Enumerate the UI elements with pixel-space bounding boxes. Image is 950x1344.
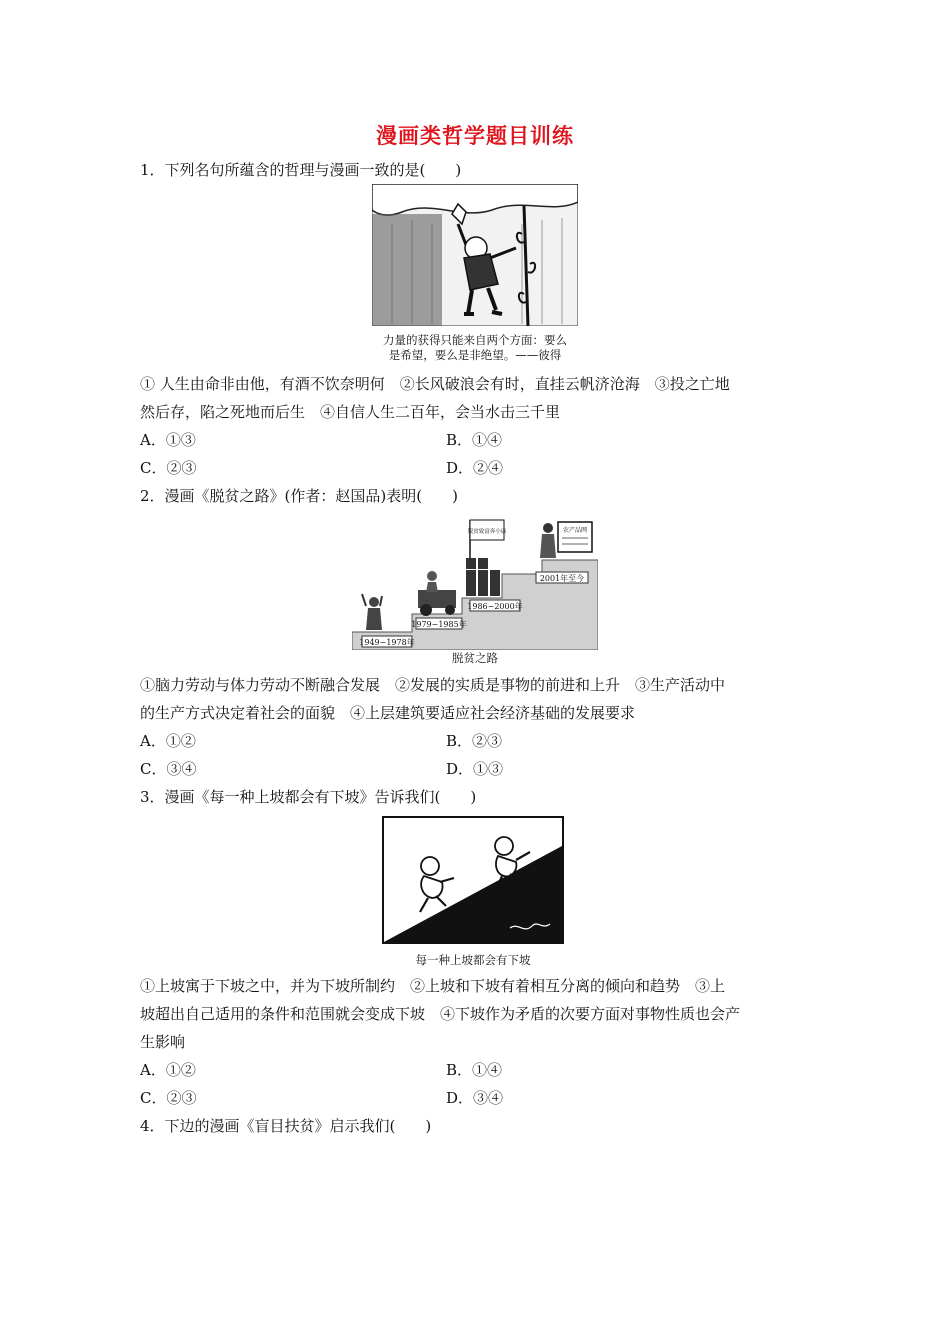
cartoon-uphill-downhill: [382, 816, 564, 944]
question-3-option-c: C．②③: [140, 1089, 197, 1107]
question-2-option-d: D．①③: [446, 760, 504, 778]
question-2-option-b: B．②③: [446, 732, 503, 750]
figure-1-caption-line-1: 力量的获得只能来自两个方面：要么: [383, 333, 567, 347]
question-3-statements-line-2: 坡超出自己适用的条件和范围就会变成下坡 ④下坡作为矛盾的次要方面对事物性质也会产: [140, 1005, 741, 1023]
screen-sign-text: 农产品网: [562, 527, 588, 534]
question-1-option-a: A．①③: [140, 431, 196, 449]
figure-1-caption-line-2: 是希望，要么是非绝望。——彼得: [388, 348, 562, 362]
question-1-option-d: D．②④: [446, 459, 504, 477]
step-4-label: 2001年至今: [539, 574, 585, 583]
question-1-stem: 1．下列名句所蕴含的哲理与漫画一致的是( ): [140, 161, 462, 179]
question-2-option-c: C．③④: [140, 760, 197, 778]
cartoon-hope-climber: [372, 184, 578, 326]
question-1-option-c: C．②③: [140, 459, 197, 477]
cartoon-poverty-road: [352, 514, 598, 650]
flag-sign-text: 脱贫致富奔小康: [467, 529, 507, 535]
figure-3-caption: 每一种上坡都会有下坡: [415, 953, 531, 967]
step-2-label: 1979~1985年: [411, 620, 467, 629]
question-3-option-a: A．①②: [140, 1061, 196, 1079]
step-1-label: 1949~1978年: [359, 638, 415, 647]
question-3-option-b: B．①④: [446, 1061, 503, 1079]
step-3-label: 1986~2000年: [467, 602, 523, 611]
question-1-statements-line-1: ① 人生由命非由他，有酒不饮奈明何 ②长风破浪会有时，直挂云帆济沧海 ③投之亡地: [140, 375, 730, 393]
figure-2-caption: 脱贫之路: [452, 651, 498, 665]
question-4-stem: 4．下边的漫画《盲目扶贫》启示我们( ): [140, 1117, 432, 1135]
question-2-stem: 2．漫画《脱贫之路》(作者：赵国品)表明( ): [140, 487, 458, 505]
page-title: 漫画类哲学题目训练: [376, 124, 574, 148]
question-1-option-b: B．①④: [446, 431, 503, 449]
question-2-option-a: A．①②: [140, 732, 196, 750]
question-1-statements-line-2: 然后存，陷之死地而后生 ④自信人生二百年，会当水击三千里: [140, 403, 561, 421]
question-3-stem: 3．漫画《每一种上坡都会有下坡》告诉我们( ): [140, 788, 477, 806]
question-3-option-d: D．③④: [446, 1089, 504, 1107]
question-3-statements-line-3: 生影响: [140, 1033, 186, 1051]
question-2-statements-line-2: 的生产方式决定着社会的面貌 ④上层建筑要适应社会经济基础的发展要求: [140, 704, 636, 722]
question-3-statements-line-1: ①上坡寓于下坡之中，并为下坡所制约 ②上坡和下坡有着相互分离的倾向和趋势 ③上: [140, 977, 726, 995]
question-2-statements-line-1: ①脑力劳动与体力劳动不断融合发展 ②发展的实质是事物的前进和上升 ③生产活动中: [140, 676, 726, 694]
